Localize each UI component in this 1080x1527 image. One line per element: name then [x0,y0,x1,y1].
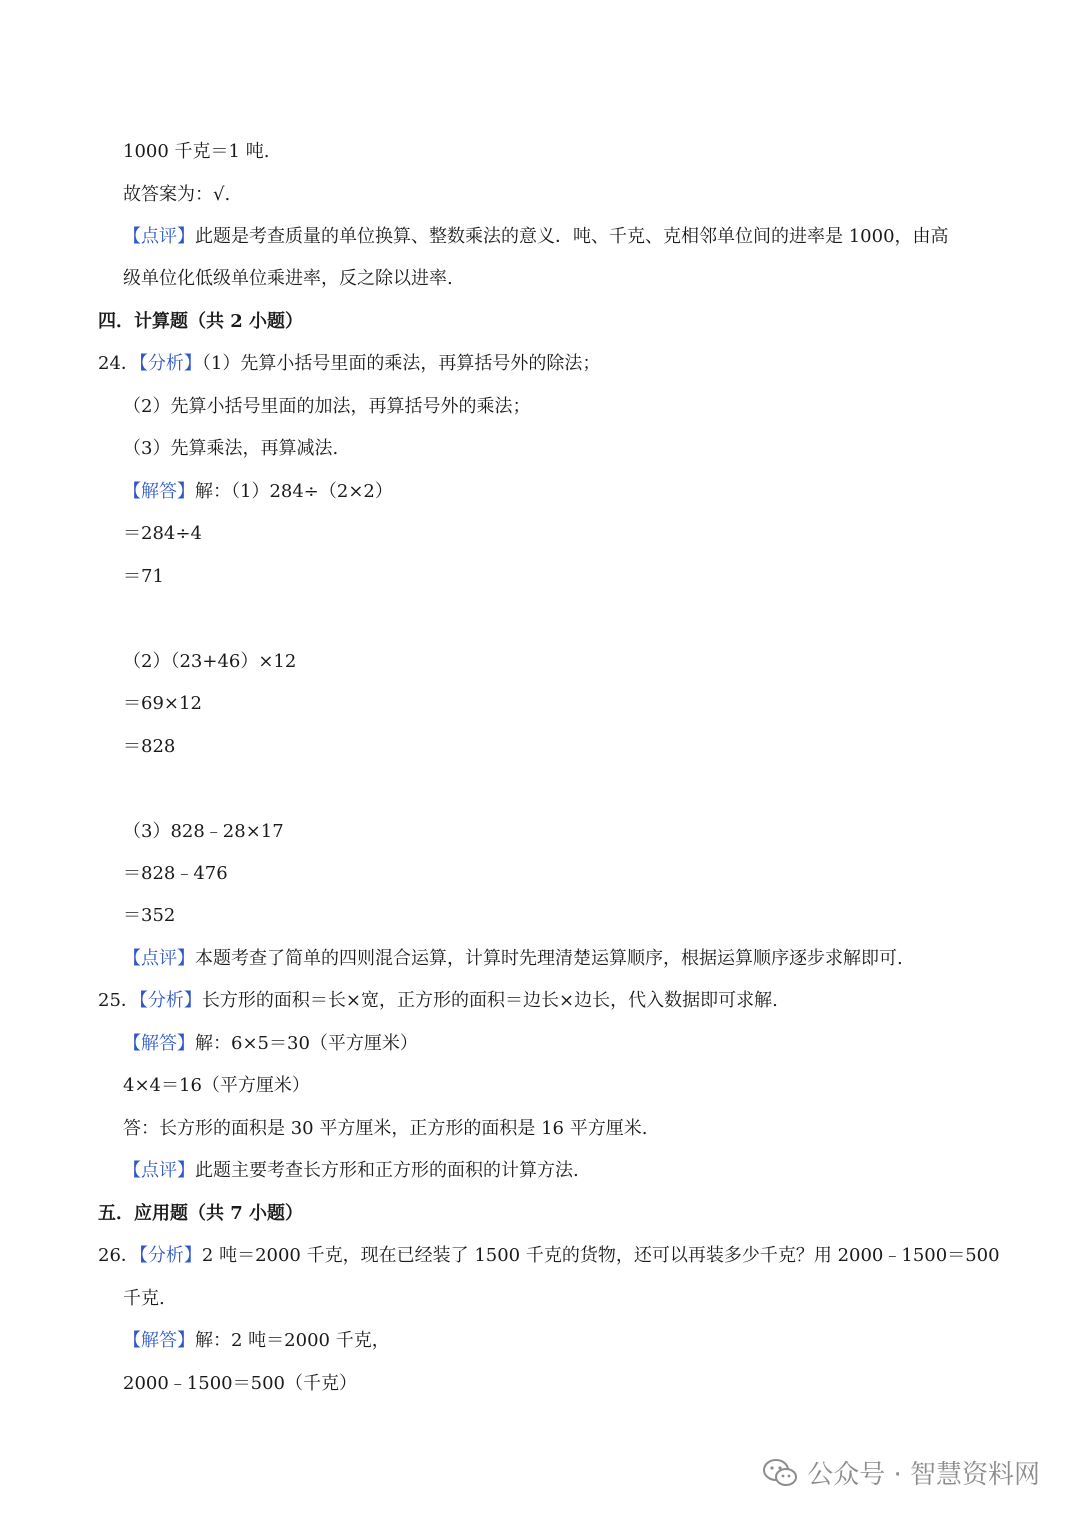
math-step: ＝828 [123,736,176,757]
comment-text: 此题主要考查长方形和正方形的面积的计算方法. [195,1160,579,1181]
comment-line [123,947,903,971]
section-heading: 四．计算题（共 2 小题） [98,311,304,332]
question-number: 24． [98,353,139,374]
math-step: （2）（23+46）×12 [123,651,297,672]
math-step: （3）828﹣28×17 [123,821,284,842]
answer-text: 解：2 吨＝2000 千克， [195,1330,390,1351]
answer-line [123,1329,390,1353]
text-line: （2）先算小括号里面的加法，再算括号外的乘法； [123,396,531,417]
comment-tag: 【点评】 [123,1160,195,1181]
answer-text: 解：6×5＝30（平方厘米） [195,1033,418,1054]
answer-line [123,1032,418,1056]
question-analysis [98,989,778,1013]
question-analysis [98,352,600,376]
math-step: ＝352 [123,905,176,926]
wechat-icon [763,1458,797,1488]
text-line: 千克. [123,1288,165,1309]
section-heading: 五．应用题（共 7 小题） [98,1203,304,1224]
answer-line [123,480,393,504]
comment-tag: 【点评】 [123,948,195,969]
answer-text: 解：（1）284÷（2×2） [195,481,393,502]
comment-tag: 【点评】 [123,226,195,247]
answer-tag: 【解答】 [123,1033,195,1054]
text-line: 1000 千克＝1 吨. [123,141,270,162]
analysis-text: 长方形的面积＝长×宽，正方形的面积＝边长×边长，代入数据即可求解. [201,990,778,1011]
text-line: 答：长方形的面积是 30 平方厘米，正方形的面积是 16 平方厘米. [123,1118,648,1139]
text-line: 故答案为：√. [123,184,231,205]
comment-text: 本题考查了简单的四则混合运算，计算时先理清楚运算顺序，根据运算顺序逐步求解即可. [195,948,903,969]
analysis-tag: 【分析】 [138,990,202,1011]
answer-tag: 【解答】 [123,1330,195,1351]
analysis-text: 2 吨＝2000 千克，现在已经装了 1500 千克的货物，还可以再装多少千克？用 2000﹣1500＝500 [201,1245,1000,1266]
math-step: ＝69×12 [123,693,202,714]
watermark-text: 公众号 · 智慧资料网 [807,1460,1040,1490]
comment-text: 此题是考查质量的单位换算、整数乘法的意义．吨、千克、克相邻单位间的进率是 1000，由高 [195,226,949,247]
math-step: ＝828﹣476 [123,863,228,884]
math-step: 2000﹣1500＝500（千克） [123,1373,357,1394]
answer-tag: 【解答】 [123,481,195,502]
analysis-tag: 【分析】 [138,1245,202,1266]
math-step: 4×4＝16（平方厘米） [123,1075,310,1096]
text-line: （3）先算乘法，再算减法. [123,438,339,459]
analysis-tag: 【分析】 [138,353,202,374]
comment-line [123,1159,579,1183]
question-analysis [98,1244,1000,1268]
text-line: 级单位化低级单位乘进率，反之除以进率. [123,268,453,289]
analysis-text: （1）先算小括号里面的乘法，再算括号外的除法； [201,353,601,374]
question-number: 26． [98,1245,139,1266]
watermark [763,1454,1040,1491]
comment-line [123,225,949,249]
question-number: 25． [98,990,139,1011]
math-step: ＝71 [123,566,164,587]
math-step: ＝284÷4 [123,523,202,544]
